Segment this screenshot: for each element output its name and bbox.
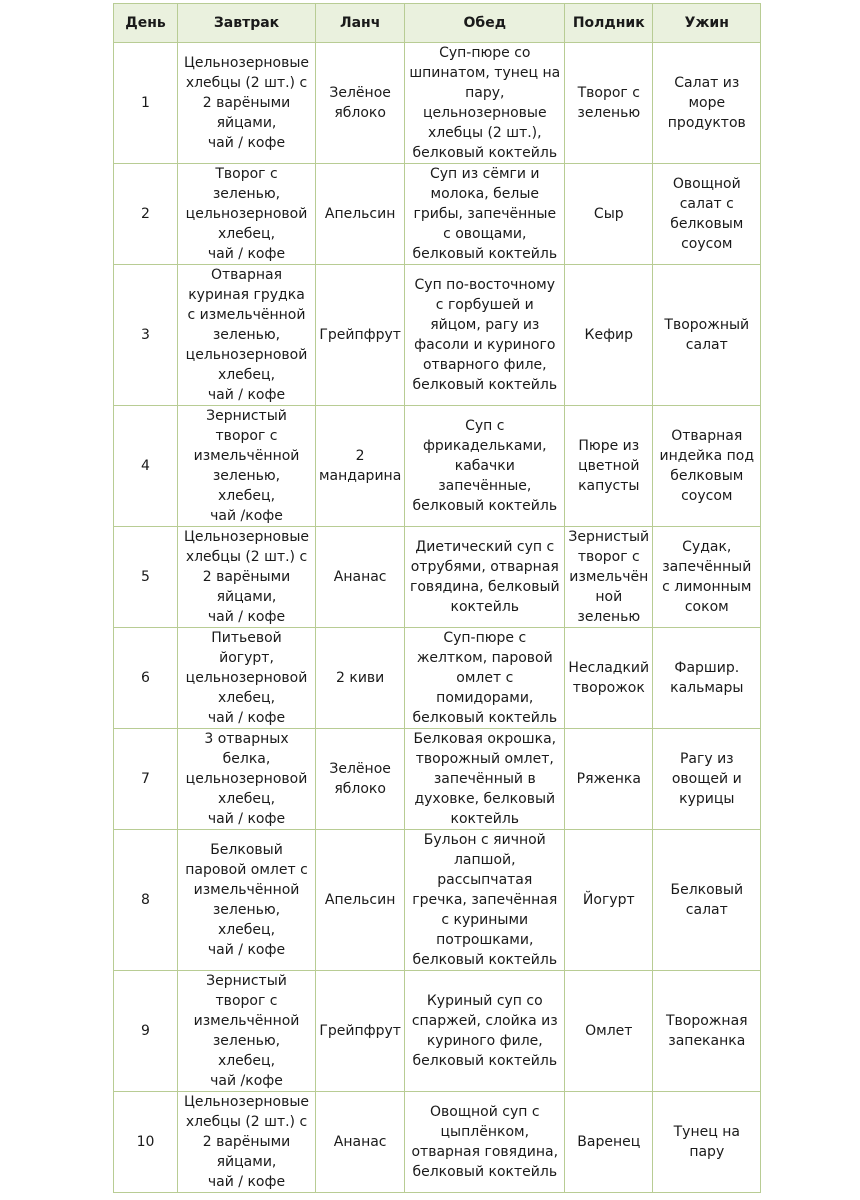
cell-lunch bbox=[316, 971, 405, 1092]
cell-snack bbox=[565, 1092, 653, 1193]
cell-line: Омлет bbox=[585, 1023, 633, 1039]
table-row bbox=[114, 406, 761, 527]
cell-line: белка, bbox=[222, 751, 271, 767]
cell-line: яйцами, bbox=[216, 115, 277, 131]
cell-line: пару, bbox=[465, 85, 505, 101]
cell-line: Тунец на bbox=[673, 1124, 740, 1140]
table-row bbox=[114, 1092, 761, 1193]
cell-line: салат bbox=[685, 337, 728, 353]
cell-line: фрикадельками, bbox=[422, 438, 547, 454]
cell-day: 2 bbox=[114, 164, 178, 265]
cell-line: кальмары bbox=[670, 680, 744, 696]
cell-line: говядина, белковый bbox=[409, 579, 560, 595]
cell-lunch bbox=[316, 628, 405, 729]
cell-snack bbox=[565, 164, 653, 265]
cell-line: цельнозерновой bbox=[185, 771, 308, 787]
cell-line: запеканка bbox=[668, 1033, 746, 1049]
cell-obed bbox=[405, 729, 565, 830]
cell-line: хлебец, bbox=[217, 1053, 276, 1069]
cell-breakfast bbox=[178, 406, 316, 527]
cell-line: творожок bbox=[572, 680, 645, 696]
cell-line: цельнозерновой bbox=[185, 670, 308, 686]
cell-breakfast bbox=[178, 830, 316, 971]
cell-line: грибы, запечённые bbox=[413, 206, 557, 222]
cell-line: 2 bbox=[355, 448, 365, 464]
cell-line: омлет с bbox=[456, 670, 514, 686]
cell-breakfast bbox=[178, 729, 316, 830]
cell-line: зеленью, bbox=[212, 468, 281, 484]
table-row bbox=[114, 527, 761, 628]
cell-line: цельнозерновой bbox=[185, 347, 308, 363]
cell-line: 2 киви bbox=[336, 670, 385, 686]
cell-line: салат bbox=[685, 902, 728, 918]
cell-line: чай / кофе bbox=[207, 811, 286, 827]
cell-line: Творог с bbox=[215, 166, 278, 182]
cell-line: Йогурт bbox=[582, 892, 635, 908]
cell-supper bbox=[653, 164, 761, 265]
cell-line: Куриный суп со bbox=[426, 993, 543, 1009]
cell-line: коктейль bbox=[450, 599, 520, 615]
cell-line: коктейль bbox=[450, 811, 520, 827]
cell-supper bbox=[653, 406, 761, 527]
cell-line: яйцом, рагу из bbox=[430, 317, 540, 333]
cell-line: рассыпчатая bbox=[437, 872, 533, 888]
cell-line: цельнозерновой bbox=[185, 206, 308, 222]
cell-breakfast bbox=[178, 43, 316, 164]
cell-snack bbox=[565, 729, 653, 830]
cell-line: измельчённой bbox=[193, 448, 300, 464]
cell-line: белковый коктейль bbox=[412, 952, 558, 968]
cell-day: 10 bbox=[114, 1092, 178, 1193]
cell-obed bbox=[405, 164, 565, 265]
cell-snack bbox=[565, 43, 653, 164]
cell-line: куриного филе, bbox=[426, 1033, 543, 1049]
cell-line: яблоко bbox=[334, 105, 386, 121]
cell-line: Зернистый bbox=[568, 529, 650, 545]
header-supper: Ужин bbox=[653, 4, 761, 43]
table-row bbox=[114, 971, 761, 1092]
meal-plan-table bbox=[113, 3, 761, 1193]
cell-snack bbox=[565, 830, 653, 971]
cell-line: измельчён bbox=[569, 569, 649, 585]
cell-line: Грейпфрут bbox=[319, 1023, 401, 1039]
cell-line: Апельсин bbox=[324, 206, 396, 222]
table-row bbox=[114, 830, 761, 971]
cell-line: запечённый bbox=[662, 559, 752, 575]
header-lunch: Ланч bbox=[316, 4, 405, 43]
cell-line: Суп из сёмги и bbox=[430, 166, 540, 182]
cell-line: Белковый bbox=[210, 842, 283, 858]
cell-line: шпинатом, тунец на bbox=[409, 65, 561, 81]
cell-line: чай / кофе bbox=[207, 942, 286, 958]
cell-line: Белковый bbox=[670, 882, 744, 898]
cell-line: Рагу из bbox=[679, 751, 734, 767]
cell-line: Зелёное bbox=[329, 761, 391, 777]
cell-day: 7 bbox=[114, 729, 178, 830]
cell-line: 2 варёными bbox=[202, 1134, 291, 1150]
cell-day: 8 bbox=[114, 830, 178, 971]
cell-line: цветной bbox=[578, 458, 640, 474]
cell-line: спаржей, слойка из bbox=[411, 1013, 558, 1029]
cell-lunch bbox=[316, 265, 405, 406]
meal-plan-sheet bbox=[113, 3, 761, 1193]
cell-line: Суп-пюре со bbox=[439, 45, 531, 61]
cell-lunch bbox=[316, 830, 405, 971]
cell-line: белковый коктейль bbox=[412, 145, 558, 161]
cell-line: хлебец, bbox=[217, 488, 276, 504]
cell-obed bbox=[405, 830, 565, 971]
cell-obed bbox=[405, 628, 565, 729]
cell-breakfast bbox=[178, 628, 316, 729]
cell-lunch bbox=[316, 1092, 405, 1193]
cell-line: Овощной bbox=[672, 176, 741, 192]
cell-lunch bbox=[316, 729, 405, 830]
cell-line: Несладкий bbox=[568, 660, 650, 676]
header-row bbox=[114, 4, 761, 43]
table-row bbox=[114, 628, 761, 729]
table-row bbox=[114, 729, 761, 830]
cell-line: духовке, белковый bbox=[414, 791, 556, 807]
cell-line: белковый коктейль bbox=[412, 710, 558, 726]
cell-line: йогурт, bbox=[219, 650, 274, 666]
cell-line: чай / кофе bbox=[207, 609, 286, 625]
cell-line: зеленью bbox=[577, 609, 641, 625]
cell-line: с горбушей и bbox=[435, 297, 534, 313]
cell-obed bbox=[405, 1092, 565, 1193]
cell-snack bbox=[565, 406, 653, 527]
cell-line: продуктов bbox=[667, 115, 746, 131]
cell-obed bbox=[405, 406, 565, 527]
cell-line: чай /кофе bbox=[210, 508, 283, 524]
cell-line: пару bbox=[689, 1144, 725, 1160]
cell-line: белковый коктейль bbox=[412, 377, 558, 393]
cell-supper bbox=[653, 43, 761, 164]
cell-breakfast bbox=[178, 164, 316, 265]
header-breakfast: Завтрак bbox=[178, 4, 316, 43]
cell-line: хлебец, bbox=[217, 690, 276, 706]
cell-line: соусом bbox=[681, 488, 733, 504]
cell-lunch bbox=[316, 164, 405, 265]
cell-line: чай / кофе bbox=[207, 246, 286, 262]
cell-line: белковый коктейль bbox=[412, 246, 558, 262]
cell-line: белковый коктейль bbox=[412, 1053, 558, 1069]
cell-line: чай / кофе bbox=[207, 1174, 286, 1190]
cell-supper bbox=[653, 265, 761, 406]
cell-obed bbox=[405, 971, 565, 1092]
cell-line: хлебец, bbox=[217, 367, 276, 383]
cell-supper bbox=[653, 527, 761, 628]
cell-line: капусты bbox=[578, 478, 640, 494]
cell-supper bbox=[653, 1092, 761, 1193]
cell-line: Творог с bbox=[577, 85, 640, 101]
cell-line: соусом bbox=[681, 236, 733, 252]
cell-lunch bbox=[316, 527, 405, 628]
cell-line: зеленью, bbox=[212, 902, 281, 918]
cell-lunch bbox=[316, 406, 405, 527]
cell-line: Творожный bbox=[664, 317, 750, 333]
cell-line: ной bbox=[595, 589, 623, 605]
cell-supper bbox=[653, 830, 761, 971]
header-snack: Полдник bbox=[565, 4, 653, 43]
cell-line: Цельнозерновые bbox=[184, 1094, 309, 1110]
cell-line: творог с bbox=[215, 993, 278, 1009]
cell-line: отварного филе, bbox=[422, 357, 547, 373]
cell-line: Белковая окрошка, bbox=[413, 731, 557, 747]
cell-line: измельчённой bbox=[193, 882, 300, 898]
cell-line: запечённый в bbox=[433, 771, 536, 787]
cell-line: Бульон с яичной bbox=[423, 832, 546, 848]
cell-line: Салат из bbox=[674, 75, 740, 91]
cell-line: Диетический суп с bbox=[415, 539, 555, 555]
cell-day: 3 bbox=[114, 265, 178, 406]
cell-line: море bbox=[688, 95, 726, 111]
cell-line: цыплёнком, bbox=[440, 1124, 530, 1140]
cell-line: Творожная bbox=[665, 1013, 748, 1029]
cell-line: зеленью bbox=[577, 105, 641, 121]
cell-line: 3 отварных bbox=[204, 731, 289, 747]
cell-supper bbox=[653, 971, 761, 1092]
cell-line: с овощами, bbox=[443, 226, 527, 242]
cell-line: чай /кофе bbox=[210, 1073, 283, 1089]
cell-supper bbox=[653, 628, 761, 729]
cell-line: зеленью, bbox=[212, 1033, 281, 1049]
cell-line: Апельсин bbox=[324, 892, 396, 908]
cell-line: хлебец, bbox=[217, 226, 276, 242]
cell-line: хлебцы (2 шт.) с bbox=[185, 75, 308, 91]
cell-line: творог с bbox=[577, 549, 640, 565]
header-day: День bbox=[114, 4, 178, 43]
table-row bbox=[114, 43, 761, 164]
cell-line: запечённые, bbox=[438, 478, 532, 494]
cell-line: Отварная bbox=[210, 267, 283, 283]
cell-breakfast bbox=[178, 265, 316, 406]
cell-line: чай / кофе bbox=[207, 387, 286, 403]
cell-obed bbox=[405, 265, 565, 406]
cell-obed bbox=[405, 43, 565, 164]
cell-line: потрошками, bbox=[436, 932, 534, 948]
cell-line: Зернистый bbox=[206, 408, 287, 424]
cell-line: Ряженка bbox=[576, 771, 641, 787]
cell-line: Цельнозерновые bbox=[184, 529, 309, 545]
cell-line: Судак, bbox=[682, 539, 732, 555]
cell-lunch bbox=[316, 43, 405, 164]
cell-line: паровой омлет с bbox=[185, 862, 308, 878]
cell-line: Грейпфрут bbox=[319, 327, 401, 343]
cell-day: 9 bbox=[114, 971, 178, 1092]
cell-line: белковый коктейль bbox=[412, 1164, 558, 1180]
cell-line: куриная грудка bbox=[188, 287, 305, 303]
cell-line: яблоко bbox=[334, 781, 386, 797]
cell-line: творог с bbox=[215, 428, 278, 444]
cell-day: 1 bbox=[114, 43, 178, 164]
cell-line: Питьевой bbox=[211, 630, 282, 646]
cell-line: яйцами, bbox=[216, 589, 277, 605]
cell-line: Кефир bbox=[584, 327, 634, 343]
cell-line: индейка под bbox=[659, 448, 755, 464]
cell-line: Варенец bbox=[577, 1134, 641, 1150]
cell-snack bbox=[565, 628, 653, 729]
cell-line: с лимонным bbox=[662, 579, 752, 595]
cell-line: с измельчённой bbox=[187, 307, 306, 323]
cell-line: 2 варёными bbox=[202, 569, 291, 585]
cell-line: хлебцы (2 шт.) с bbox=[185, 1114, 308, 1130]
cell-day: 6 bbox=[114, 628, 178, 729]
cell-line: зеленью, bbox=[212, 327, 281, 343]
cell-line: Зернистый bbox=[206, 973, 287, 989]
cell-line: салат с bbox=[679, 196, 734, 212]
cell-breakfast bbox=[178, 1092, 316, 1193]
cell-line: Ананас bbox=[333, 569, 387, 585]
cell-line: 2 варёными bbox=[202, 95, 291, 111]
cell-supper bbox=[653, 729, 761, 830]
cell-line: Суп по-восточному bbox=[414, 277, 556, 293]
cell-line: цельнозерновые bbox=[422, 105, 547, 121]
cell-line: белковым bbox=[670, 216, 744, 232]
header-obed: Обед bbox=[405, 4, 565, 43]
cell-line: хлебцы (2 шт.), bbox=[427, 125, 542, 141]
cell-day: 4 bbox=[114, 406, 178, 527]
cell-line: чай / кофе bbox=[207, 710, 286, 726]
cell-line: хлебцы (2 шт.) с bbox=[185, 549, 308, 565]
table-row bbox=[114, 164, 761, 265]
cell-line: Цельнозерновые bbox=[184, 55, 309, 71]
cell-line: гречка, запечённая bbox=[412, 892, 558, 908]
cell-line: хлебец, bbox=[217, 791, 276, 807]
cell-breakfast bbox=[178, 971, 316, 1092]
cell-line: Фаршир. bbox=[674, 660, 740, 676]
cell-line: фасоли и куриного bbox=[414, 337, 556, 353]
cell-line: мандарина bbox=[319, 468, 402, 484]
cell-line: Ананас bbox=[333, 1134, 387, 1150]
cell-line: Суп-пюре с bbox=[443, 630, 527, 646]
cell-line: белковым bbox=[670, 468, 744, 484]
cell-line: чай / кофе bbox=[207, 135, 286, 151]
cell-line: кабачки bbox=[454, 458, 515, 474]
cell-line: хлебец, bbox=[217, 922, 276, 938]
cell-line: овощей и bbox=[671, 771, 742, 787]
cell-breakfast bbox=[178, 527, 316, 628]
cell-line: курицы bbox=[679, 791, 735, 807]
cell-snack bbox=[565, 971, 653, 1092]
cell-line: отварная говядина, bbox=[411, 1144, 559, 1160]
cell-obed bbox=[405, 527, 565, 628]
cell-line: желтком, паровой bbox=[416, 650, 553, 666]
cell-line: белковый коктейль bbox=[412, 498, 558, 514]
cell-day: 5 bbox=[114, 527, 178, 628]
cell-line: Пюре из bbox=[578, 438, 640, 454]
table-body bbox=[114, 43, 761, 1193]
cell-line: творожный омлет, bbox=[415, 751, 554, 767]
cell-line: яйцами, bbox=[216, 1154, 277, 1170]
cell-line: Отварная bbox=[671, 428, 743, 444]
cell-line: Суп с bbox=[465, 418, 505, 434]
cell-line: помидорами, bbox=[436, 690, 534, 706]
table-row bbox=[114, 265, 761, 406]
cell-line: Овощной суп с bbox=[429, 1104, 540, 1120]
cell-snack bbox=[565, 265, 653, 406]
cell-line: отрубями, отварная bbox=[410, 559, 559, 575]
cell-snack bbox=[565, 527, 653, 628]
cell-line: Сыр bbox=[593, 206, 624, 222]
cell-line: лапшой, bbox=[453, 852, 516, 868]
cell-line: измельчённой bbox=[193, 1013, 300, 1029]
cell-line: соком bbox=[684, 599, 729, 615]
cell-line: зеленью, bbox=[212, 186, 281, 202]
cell-line: Зелёное bbox=[329, 85, 391, 101]
cell-line: с куриными bbox=[441, 912, 529, 928]
cell-line: молока, белые bbox=[430, 186, 539, 202]
